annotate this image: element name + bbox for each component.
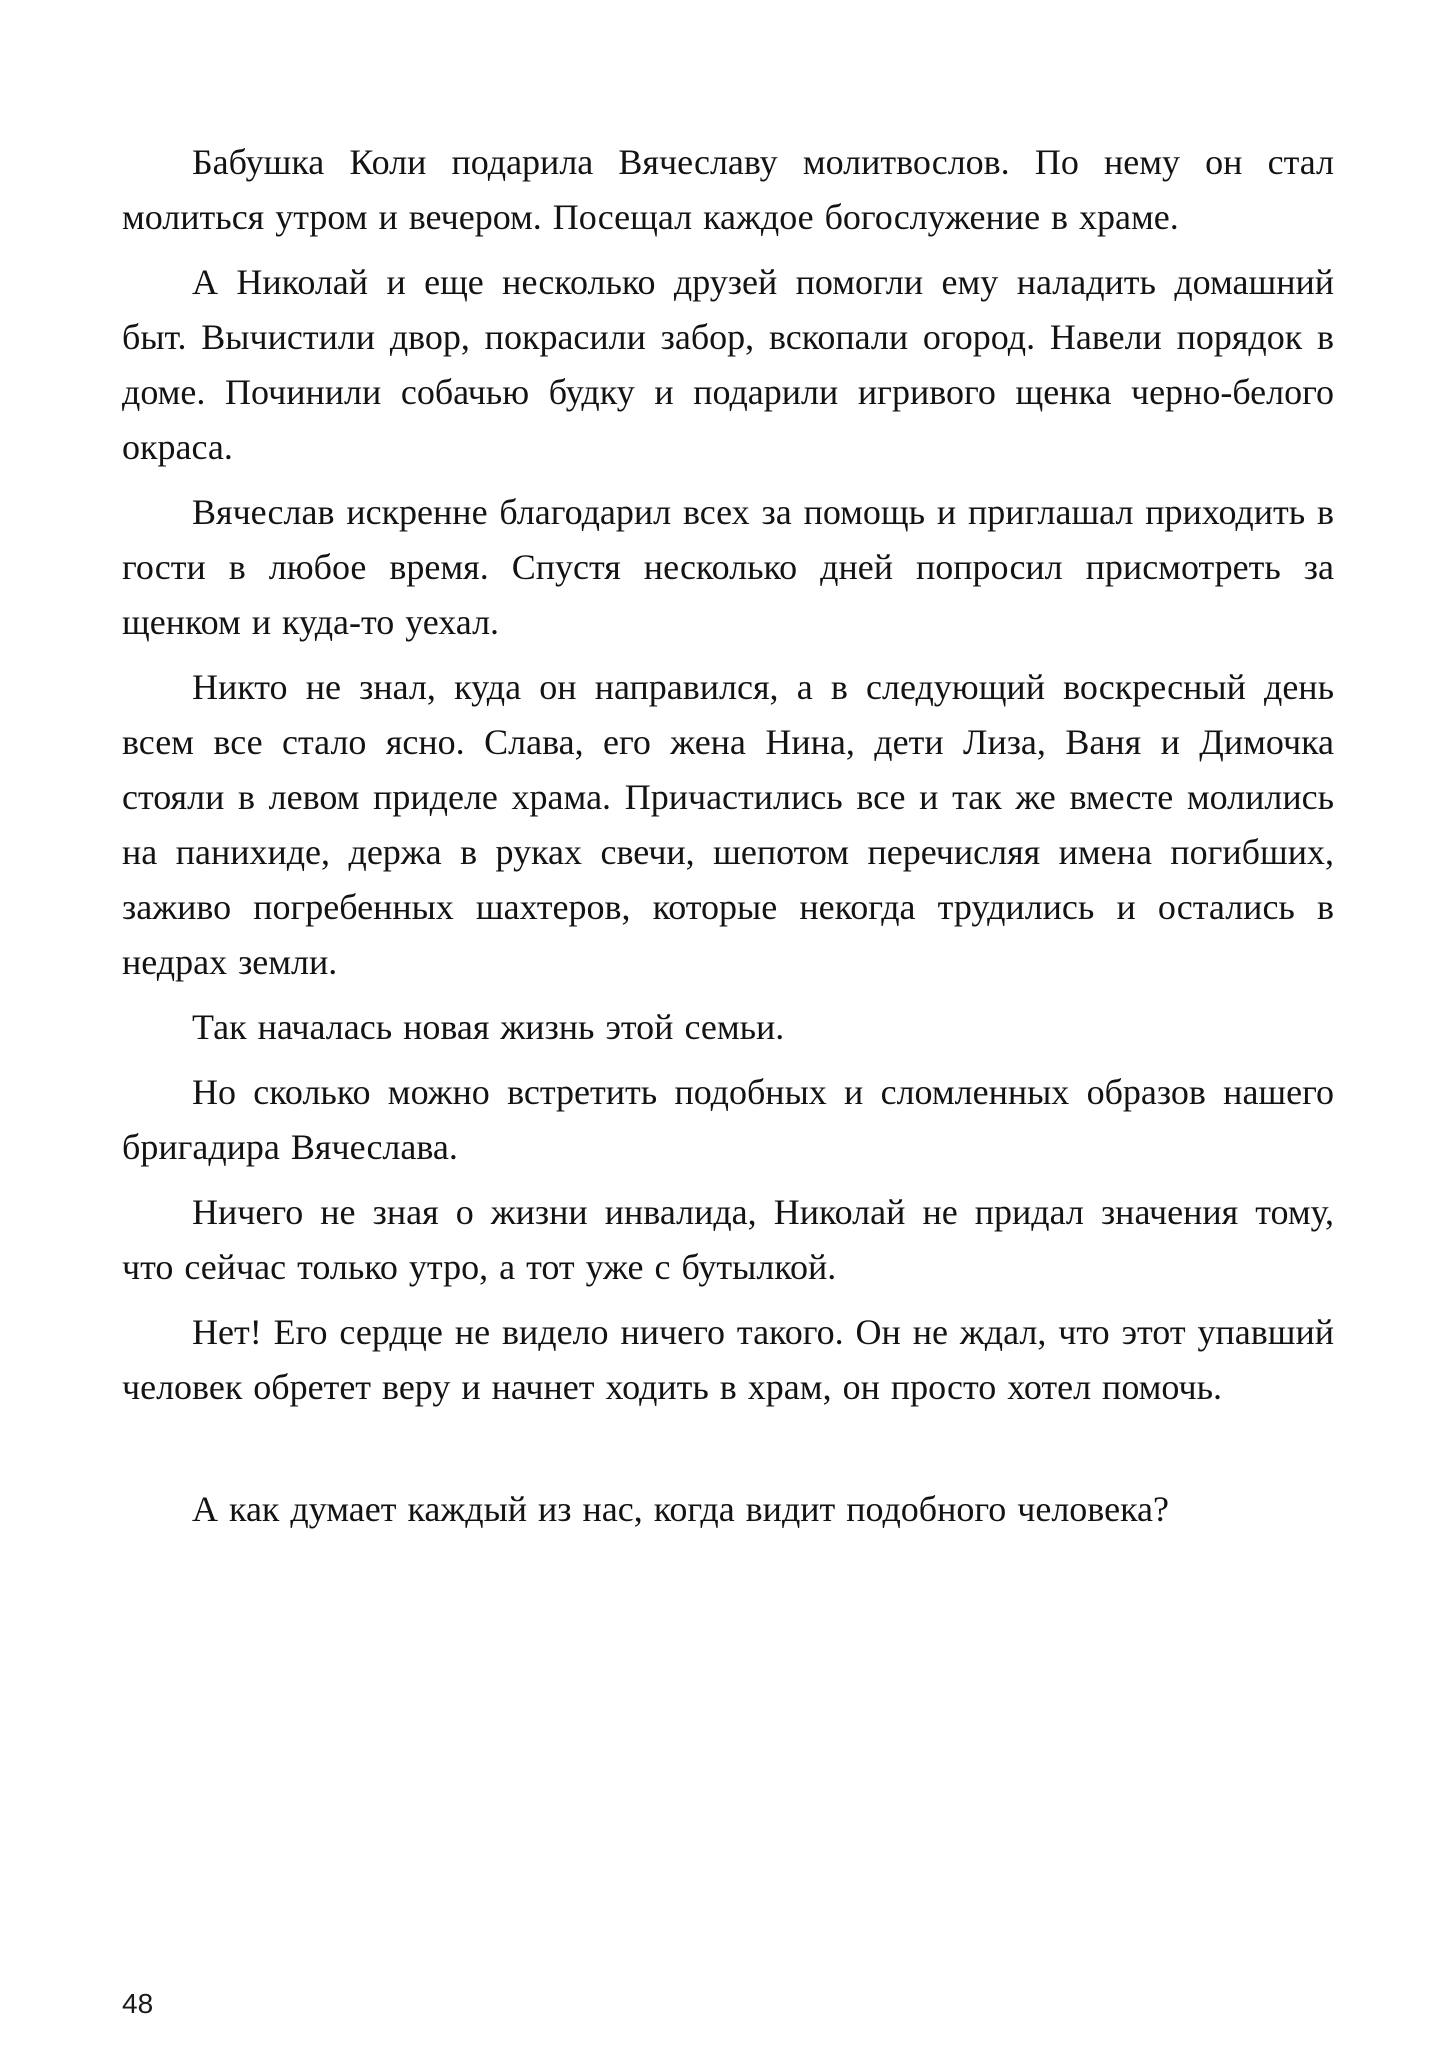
final-question-paragraph: А как думает каждый из нас, когда видит подобного человека? xyxy=(192,1489,1169,1529)
paragraph-7: Ничего не зная о жизни инвалида, Николай не придал значения тому, что сейчас только утро, а тот уже с бутылкой. xyxy=(122,1192,1334,1287)
paragraph-3: Вячеслав искренне благодарил всех за помощь и приглашал приходить в гости в любое время. Спустя несколько дней попросил присмотреть за щенком и куда-то уехал. xyxy=(122,492,1334,642)
paragraph-4: Никто не знал, куда он направился, а в следующий воскресный день всем все стало ясно. Слава, его жена Нина, дети Лиза, Ваня и Димочка стояли в левом приделе храма. Причастились все и так же вместе молились на панихиде, держа в руках свечи, шепотом перечисляя имена погибших, заживо погребенных шахтеров, которые некогда трудились и остались в недрах земли. xyxy=(122,667,1334,982)
text-block xyxy=(122,135,1334,1537)
page-number: 48 xyxy=(122,1988,154,2019)
paragraph-1: Бабушка Коли подарила Вячеславу молитвослов. По нему он стал молиться утром и вечером. Посещал каждое богослужение в храме. xyxy=(122,142,1334,237)
paragraph-2: А Николай и еще несколько друзей помогли ему наладить домашний быт. Вычистили двор, покрасили забор, вскопали огород. Навели порядок в доме. Починили собачью будку и подарили игривого щенка черно-белого окраса. xyxy=(122,262,1334,467)
paragraph-5: Так началась новая жизнь этой семьи. xyxy=(192,1007,785,1047)
paragraph-8: Нет! Его сердце не видело ничего такого. Он не ждал, что этот упавший человек обретет веру и начнет ходить в храм, он просто хотел помочь. xyxy=(122,1312,1334,1407)
paragraph-6: Но сколько можно встретить подобных и сломленных образов нашего бригадира Вячеслава. xyxy=(122,1072,1334,1167)
